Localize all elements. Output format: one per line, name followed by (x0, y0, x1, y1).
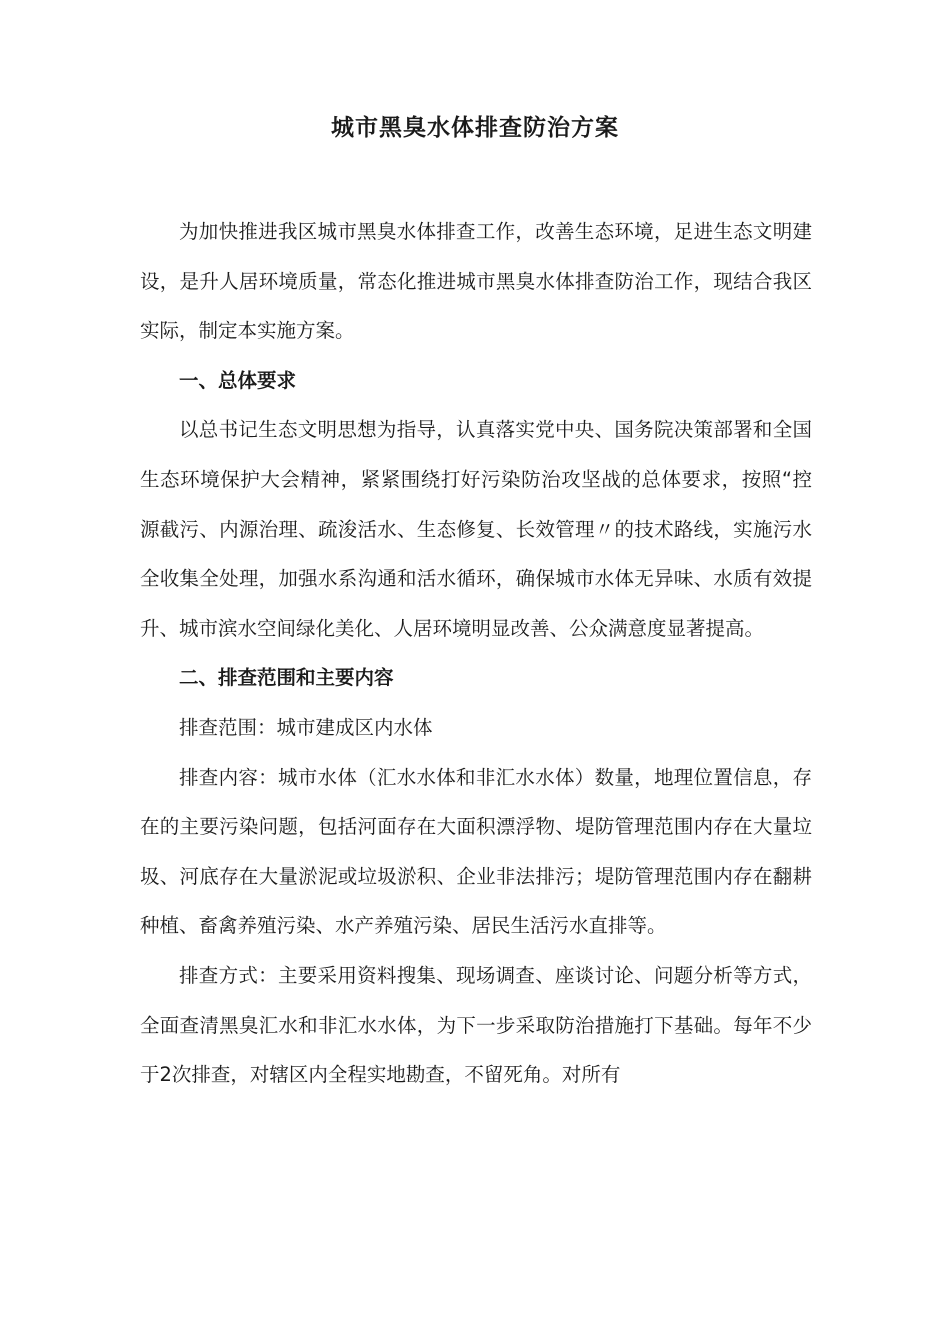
method-paragraph: 排查方式：主要采用资料搜集、现场调查、座谈讨论、问题分析等方式，全面查清黑臭汇水和非汇水水体，为下一步采取防治措施打下基础。每年不少于2次排查，对辖区内全程实地勘查，不留死角。对所有 (140, 963, 812, 1087)
scope-paragraph: 排查范围：城市建成区内水体 (179, 715, 433, 739)
general-requirements-paragraph: 以总书记生态文明思想为指导，认真落实党中央、国务院决策部署和全国生态环境保护大会精神，紧紧围绕打好污染防治攻坚战的总体要求，按照“控源截污、内源治理、疏浚活水、生态修复、长效管理〃的技术路线，实施污水全收集全处理，加强水系沟通和活水循环，确保城市水体无异味、水质有效提升、城市滨水空间绿化美化、人居环境明显改善、公众满意度显著提高。 (140, 418, 812, 640)
document-title: 城市黑臭水体排查防治方案 (331, 115, 619, 141)
intro-paragraph: 为加快推进我区城市黑臭水体排查工作，改善生态环境，足进生态文明建设，是升人居环境质量，常态化推进城市黑臭水体排查防治工作，现结合我区实际，制定本实施方案。 (140, 220, 812, 343)
document-body (140, 207, 812, 1100)
section-heading-general-requirements: 一、总体要求 (179, 368, 297, 392)
section-heading-scope-and-content: 二、排查范围和主要内容 (179, 666, 394, 690)
content-paragraph: 排查内容：城市水体（汇水水体和非汇水水体）数量，地理位置信息，存在的主要污染问题，包括河面存在大面积漂浮物、堤防管理范围内存在大量垃圾、河底存在大量淤泥或垃圾淤积、企业非法排污；堤防管理范围内存在翻耕种植、畜禽养殖污染、水产养殖污染、居民生活污水直排等。 (140, 765, 812, 938)
